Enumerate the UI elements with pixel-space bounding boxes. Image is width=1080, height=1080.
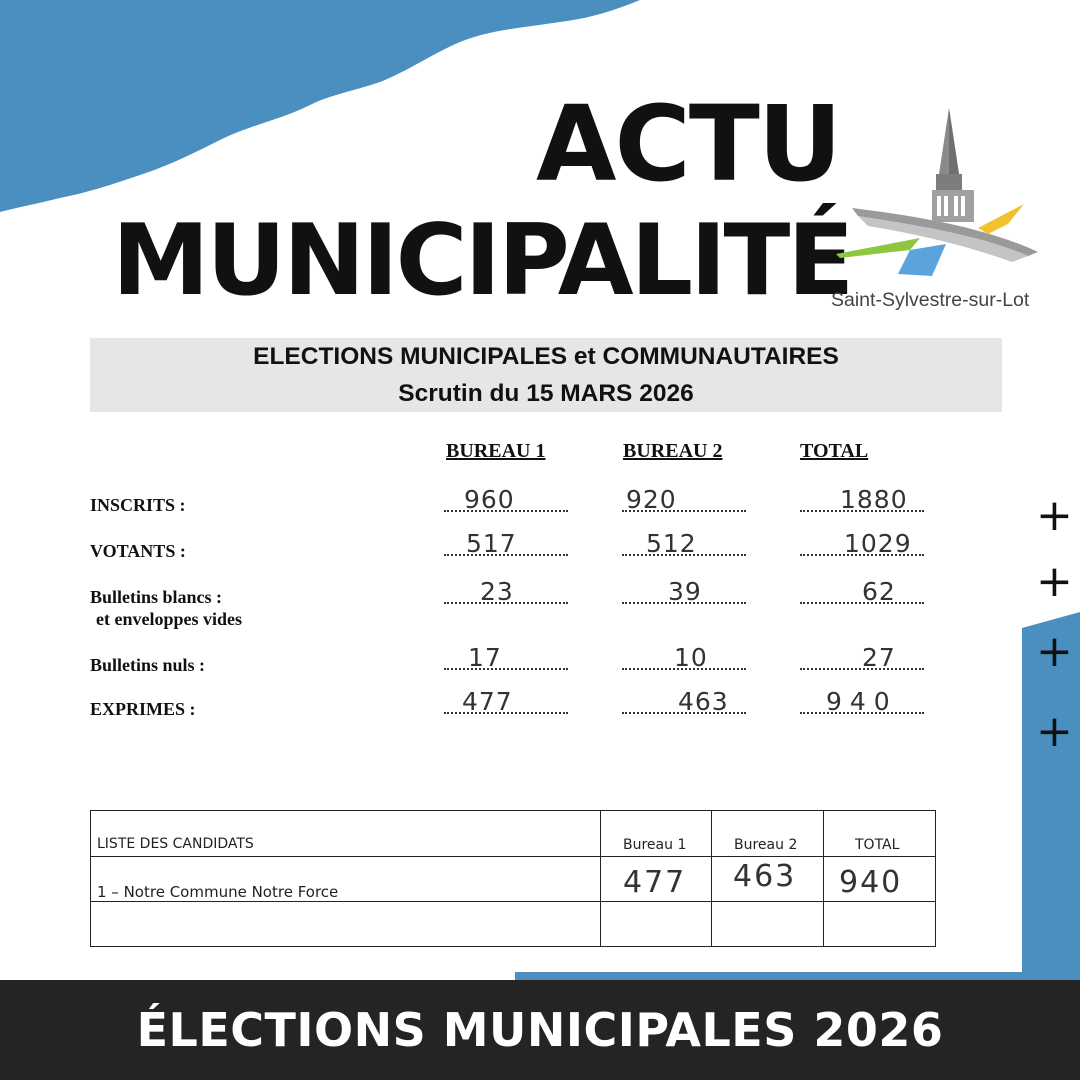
value-cell <box>800 674 924 714</box>
plus-icon: + <box>1036 490 1073 541</box>
handwritten-value: 940 <box>826 687 898 716</box>
handwritten-value: 17 <box>468 643 502 672</box>
table-header-bureau-1: Bureau 1 <box>623 837 687 853</box>
row-label-bulletins-blancs: Bulletins blancs : <box>90 587 223 607</box>
table-divider <box>823 811 824 946</box>
handwritten-value: 920 <box>626 485 677 514</box>
candidates-table <box>90 810 936 947</box>
row-label-inscrits: INSCRITS : <box>90 495 186 515</box>
column-header-bureau-1: BUREAU 1 <box>446 440 546 462</box>
value-cell <box>622 564 746 604</box>
footer-banner: ÉLECTIONS MUNICIPALES 2026 <box>0 980 1080 1080</box>
handwritten-value: 10 <box>674 643 708 672</box>
row-label-enveloppes-vides: et enveloppes vides <box>96 609 242 629</box>
town-logo <box>828 104 1054 316</box>
row-label-exprimes: EXPRIMES : <box>90 699 196 719</box>
table-row-list-name: 1 – Notre Commune Notre Force <box>97 883 339 901</box>
handwritten-value: 62 <box>862 577 896 606</box>
value-cell <box>622 630 746 670</box>
logo-caption: Saint-Sylvestre-sur-Lot <box>831 289 1030 311</box>
document-heading <box>90 338 1002 412</box>
value-cell <box>444 564 568 604</box>
value-cell <box>444 674 568 714</box>
handwritten-value: 27 <box>862 643 896 672</box>
handwritten-value: 517 <box>466 529 517 558</box>
handwritten-value: 23 <box>480 577 514 606</box>
value-cell <box>444 472 568 512</box>
handwritten-value: 463 <box>678 687 729 716</box>
heading-line-2: Scrutin du 15 MARS 2026 <box>398 380 694 407</box>
value-cell <box>800 472 924 512</box>
title-actu: ACTU <box>536 83 841 205</box>
church-logo-icon <box>828 104 1054 289</box>
value-cell <box>622 516 746 556</box>
handwritten-value: 1029 <box>844 529 912 558</box>
handwritten-value: 1880 <box>840 485 908 514</box>
handwritten-value: 477 <box>462 687 513 716</box>
table-header-liste: LISTE DES CANDIDATS <box>97 836 254 852</box>
handwritten-value: 960 <box>464 485 515 514</box>
table-value-total: 940 <box>839 865 903 900</box>
handwritten-value: 512 <box>646 529 697 558</box>
table-divider <box>600 811 601 946</box>
value-cell <box>800 516 924 556</box>
value-cell <box>444 516 568 556</box>
table-header-total: TOTAL <box>855 837 900 853</box>
plus-icon: + <box>1036 556 1073 607</box>
row-label-bulletins-nuls: Bulletins nuls : <box>90 655 206 675</box>
table-divider <box>711 811 712 946</box>
table-value-bureau-1: 477 <box>623 865 687 900</box>
plus-icon: + <box>1036 706 1073 757</box>
handwritten-value: 39 <box>668 577 702 606</box>
row-label-votants: VOTANTS : <box>90 541 186 561</box>
column-header-total: TOTAL <box>800 440 869 462</box>
column-header-bureau-2: BUREAU 2 <box>623 440 723 462</box>
value-cell <box>800 630 924 670</box>
value-cell <box>444 630 568 670</box>
title-municipalite: MUNICIPALITÉ <box>112 204 852 318</box>
value-cell <box>622 674 746 714</box>
table-divider <box>91 901 935 902</box>
table-header-bureau-2: Bureau 2 <box>734 837 798 853</box>
plus-icon: + <box>1036 626 1073 677</box>
value-cell <box>800 564 924 604</box>
table-value-bureau-2: 463 <box>733 859 797 894</box>
heading-line-1: ELECTIONS MUNICIPALES et COMMUNAUTAIRES <box>253 343 839 370</box>
table-divider <box>91 856 935 857</box>
value-cell <box>622 472 746 512</box>
